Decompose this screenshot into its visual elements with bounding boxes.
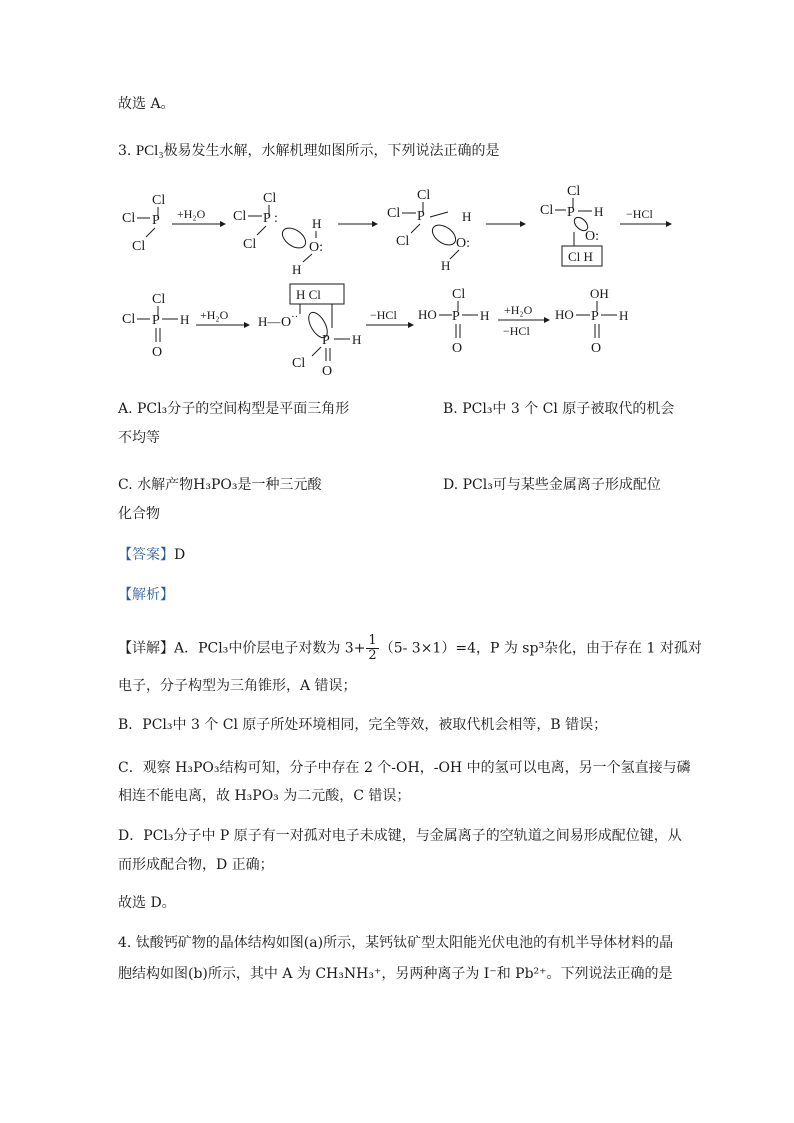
box-label: H Cl (296, 287, 321, 302)
p-atom: P (452, 309, 460, 324)
analysis-heading (118, 585, 174, 605)
reaction-arrow (620, 207, 672, 227)
previous-answer-line: 故选 A。 (118, 96, 175, 112)
p-atom: P (417, 209, 425, 224)
h3po3-molecule (555, 286, 628, 356)
h-atom: H (180, 312, 190, 327)
plus-h2o-label: +H₂O (177, 207, 206, 221)
h-atom: H (312, 216, 322, 231)
option-d-letter: D. (443, 477, 459, 493)
oh-group: OH (590, 286, 609, 301)
cl-atom: Cl (292, 356, 306, 371)
h-dash-label: H— (258, 314, 281, 329)
h-atom: H (441, 258, 451, 273)
cl-atom: Cl (152, 193, 166, 208)
reaction-arrow-double-label (498, 303, 550, 338)
option-b-letter: B. (443, 401, 458, 417)
svg-text:··: ·· (291, 311, 299, 323)
detail-label: 【详解】 (118, 640, 174, 657)
cl-atom: Cl (122, 211, 136, 226)
detail-a-text-2: （5- 3×1）=4，P 为 sp³杂化，由于存在 1 对孤对 (379, 640, 702, 657)
plus-h2o-label: +H₂O (504, 303, 533, 317)
cl-atom: Cl (243, 237, 257, 252)
p-atom: P (567, 205, 575, 220)
question-number: 3. (118, 143, 132, 159)
hydrolysis-mechanism-diagram (0, 180, 794, 420)
option-c-text: 水解产物H₃PO₃是一种三元酸 (137, 477, 322, 493)
cl-atom: Cl (396, 234, 410, 249)
cl-atom: Cl (417, 188, 431, 203)
reaction-arrow (366, 308, 414, 328)
reaction-arrow (486, 221, 526, 227)
option-b-continuation: 不均等 (118, 430, 160, 446)
o-atom: O (591, 341, 602, 356)
reaction-arrow (338, 221, 378, 227)
detail-a-text-1: A．PCl₃中价层电子对数为 3+ (174, 640, 366, 657)
option-a-letter: A. (118, 401, 133, 417)
detail-a-line-2: 电子，分子构型为三角锥形，A 错误； (118, 678, 357, 694)
question-4-line-2: 胞结构如图(b)所示，其中 A 为 CH₃NH₃⁺，另两种离子为 I⁻和 Pb²⁺。下列说法正确的是 (118, 966, 673, 982)
hpo-oh-cl-molecule (418, 287, 489, 356)
cl-atom: Cl (122, 312, 136, 327)
o-atom: O (281, 315, 292, 330)
box-label: Cl H (568, 249, 593, 264)
p-atom: P (591, 309, 599, 324)
option-a[interactable] (118, 399, 349, 419)
option-a-text: PCl₃分子的空间构型是平面三角形 (137, 401, 350, 417)
option-c[interactable] (118, 475, 321, 495)
o-atom: O: (585, 229, 599, 244)
h-atom: H (619, 308, 629, 323)
option-d-continuation: 化合物 (118, 506, 160, 522)
reaction-arrow (196, 308, 250, 328)
cl-atom: Cl (132, 239, 146, 254)
o-atom: O (452, 341, 463, 356)
intermediate-4 (258, 284, 361, 379)
pcl3-formula: PCl₃ (135, 143, 164, 159)
minus-hcl-label: −HCl (626, 207, 653, 221)
intermediate-2 (387, 188, 471, 273)
cl-atom: Cl (567, 184, 581, 199)
answer-label: 【答案】 (118, 547, 174, 563)
cl-atom: Cl (387, 206, 401, 221)
minus-hcl-label: −HCl (503, 324, 530, 338)
cl-atom: Cl (263, 191, 277, 206)
question-4-line-1: 4. 钛酸钙矿物的晶体结构如图(a)所示，某钙钛矿型太阳能光伏电池的有机半导体材料的晶 (118, 935, 674, 951)
cl-atom: Cl (540, 203, 554, 218)
h-atom: H (292, 262, 302, 277)
p-atom: P (152, 313, 160, 328)
intermediate-1 (233, 191, 323, 277)
ho-group: HO (555, 307, 574, 322)
minus-hcl-label: −HCl (370, 308, 397, 322)
cl-atom: Cl (152, 292, 166, 307)
ho-group: HO (418, 307, 437, 322)
option-b-text: PCl₃中 3 个 Cl 原子被取代的机会 (462, 401, 675, 417)
intermediate-3 (540, 184, 603, 266)
p-atom: P (263, 211, 271, 226)
analysis-label: 【解析】 (118, 587, 174, 603)
detail-d-line-1: D．PCl₃分子中 P 原子有一对孤对电子未成键，与金属离子的空轨道之间易形成配位键，从 (118, 828, 682, 844)
detail-d-line-2: 而形成配合物，D 正确； (118, 857, 274, 873)
cl-atom: Cl (233, 209, 247, 224)
h-atom: H (462, 209, 472, 224)
reaction-arrow (172, 207, 226, 227)
question-stem-text: 极易发生水解，水解机理如图所示，下列说法正确的是 (163, 143, 500, 159)
detail-c-line-2: 相连不能电离，故 H₃PO₃ 为二元酸，C 错误； (118, 788, 411, 804)
plus-h2o-label: +H₂O (200, 308, 229, 322)
detail-c-line-1: C．观察 H₃PO₃结构可知，分子中存在 2 个-OH，-OH 中的氢可以电离，另一个氢直接与磷 (118, 760, 691, 776)
cl-atom: Cl (452, 287, 466, 302)
option-d-text: PCl₃可与某些金属离子形成配位 (462, 477, 661, 493)
question-3-stem (118, 141, 500, 161)
option-b[interactable] (443, 399, 674, 419)
o-atom: O (322, 364, 333, 379)
option-c-letter: C. (118, 477, 133, 493)
answer-line (118, 545, 185, 565)
o-atom: O: (309, 240, 323, 255)
h-atom: H (480, 308, 490, 323)
conclusion-line: 故选 D。 (118, 895, 176, 911)
o-atom: O: (456, 236, 470, 251)
answer-value: D (174, 547, 186, 563)
p-atom: P (322, 333, 330, 348)
detail-a-line-1 (118, 634, 702, 663)
p-atom: P (152, 213, 160, 228)
option-d[interactable] (443, 475, 661, 495)
h-atom: H (352, 332, 362, 347)
detail-b-line: B．PCl₃中 3 个 Cl 原子所处环境相同，完全等效，被取代机会相等，B 错误； (118, 717, 608, 733)
svg-text::: : (274, 211, 278, 226)
o-atom: O (152, 345, 163, 360)
h-atom: H (594, 204, 604, 219)
fraction-one-half: $\frac{1}{2}$ (368, 633, 377, 663)
pcl3-molecule (122, 193, 165, 254)
hpocl2-molecule (122, 292, 189, 360)
